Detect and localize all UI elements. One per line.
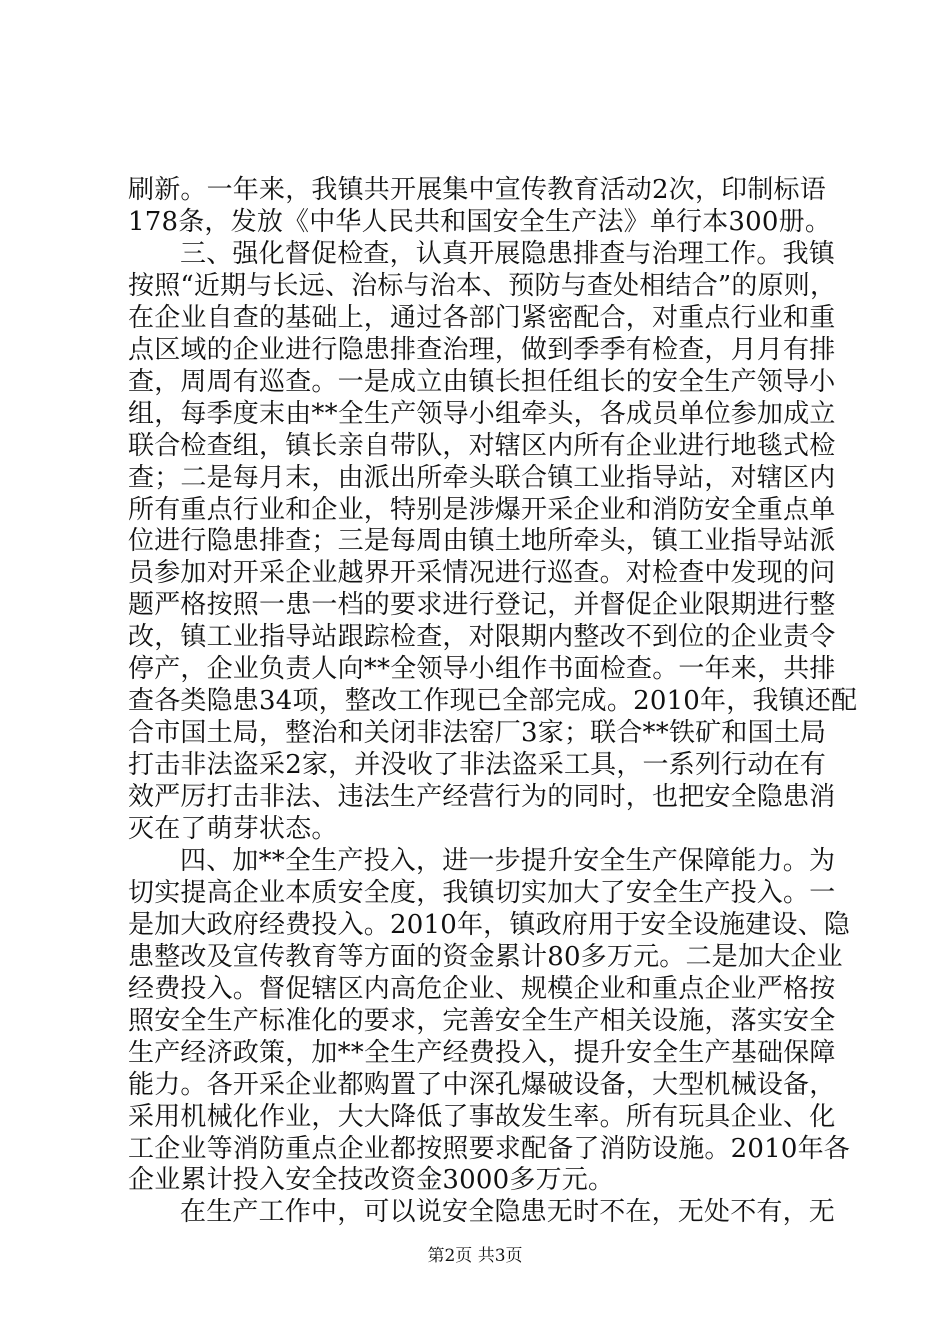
text-line: 在生产工作中，可以说安全隐患无时不在，无处不有，无 [180, 1197, 836, 1227]
text-line: 员参加对开采企业越界开采情况进行巡查。对检查中发现的问 [128, 558, 836, 588]
text-line: 所有重点行业和企业，特别是涉爆开采企业和消防安全重点单 [128, 495, 836, 525]
text-line: 点区域的企业进行隐患排查治理，做到季季有检查，月月有排 [128, 335, 836, 365]
text-line: 经费投入。督促辖区内高危企业、规模企业和重点企业严格按 [128, 974, 836, 1004]
text-line: 查；二是每月末，由派出所牵头联合镇工业指导站，对辖区内 [128, 463, 836, 493]
text-line: 是加大政府经费投入。2010年，镇政府用于安全设施建设、隐 [128, 910, 850, 940]
text-line: 位进行隐患排查；三是每周由镇土地所牵头，镇工业指导站派 [128, 526, 836, 556]
text-line: 题严格按照一患一档的要求进行登记，并督促企业限期进行整 [128, 590, 836, 620]
text-line: 三、强化督促检查，认真开展隐患排查与治理工作。我镇 [180, 239, 836, 269]
page-number-footer: 第2页 共3页 [427, 1246, 523, 1266]
text-line: 四、加**全生产投入，进一步提升安全生产保障能力。为 [180, 846, 836, 876]
text-line: 工企业等消防重点企业都按照要求配备了消防设施。2010年各 [128, 1134, 850, 1164]
text-line: 查，周周有巡查。一是成立由镇长担任组长的安全生产领导小 [128, 367, 836, 397]
text-line: 打击非法盗采2家，并没收了非法盗采工具，一系列行动在有 [128, 750, 826, 780]
text-line: 企业累计投入安全技改资金3000多万元。 [128, 1165, 615, 1195]
text-line: 在企业自查的基础上，通过各部门紧密配合，对重点行业和重 [128, 303, 836, 333]
text-line: 切实提高企业本质安全度，我镇切实加大了安全生产投入。一 [128, 878, 836, 908]
text-line: 查各类隐患34项，整改工作现已全部完成。2010年，我镇还配 [128, 686, 858, 716]
text-line: 按照“近期与长远、治标与治本、预防与查处相结合”的原则， [128, 271, 837, 301]
text-line: 停产，企业负责人向**全领导小组作书面检查。一年来，共排 [128, 654, 836, 684]
text-line: 效严厉打击非法、违法生产经营行为的同时，也把安全隐患消 [128, 782, 836, 812]
text-line: 生产经济政策，加**全生产经费投入，提升安全生产基础保障 [128, 1038, 836, 1068]
text-line: 照安全生产标准化的要求，完善安全生产相关设施，落实安全 [128, 1006, 836, 1036]
text-line: 改，镇工业指导站跟踪检查，对限期内整改不到位的企业责令 [128, 622, 836, 652]
text-line: 灭在了萌芽状态。 [128, 814, 338, 844]
text-line: 刷新。一年来，我镇共开展集中宣传教育活动2次，印制标语 [128, 175, 826, 205]
text-line: 患整改及宣传教育等方面的资金累计80多万元。二是加大企业 [128, 942, 843, 972]
text-line: 合市国土局，整治和关闭非法窑厂3家；联合**铁矿和国土局 [128, 718, 827, 748]
text-line: 采用机械化作业，大大降低了事故发生率。所有玩具企业、化 [128, 1102, 836, 1132]
text-line: 178条，发放《中华人民共和国安全生产法》单行本300册。 [128, 207, 832, 237]
text-line: 联合检查组，镇长亲自带队，对辖区内所有企业进行地毯式检 [128, 431, 836, 461]
text-line: 组，每季度末由**全生产领导小组牵头，各成员单位参加成立 [128, 399, 836, 429]
text-line: 能力。各开采企业都购置了中深孔爆破设备，大型机械设备， [128, 1070, 836, 1100]
